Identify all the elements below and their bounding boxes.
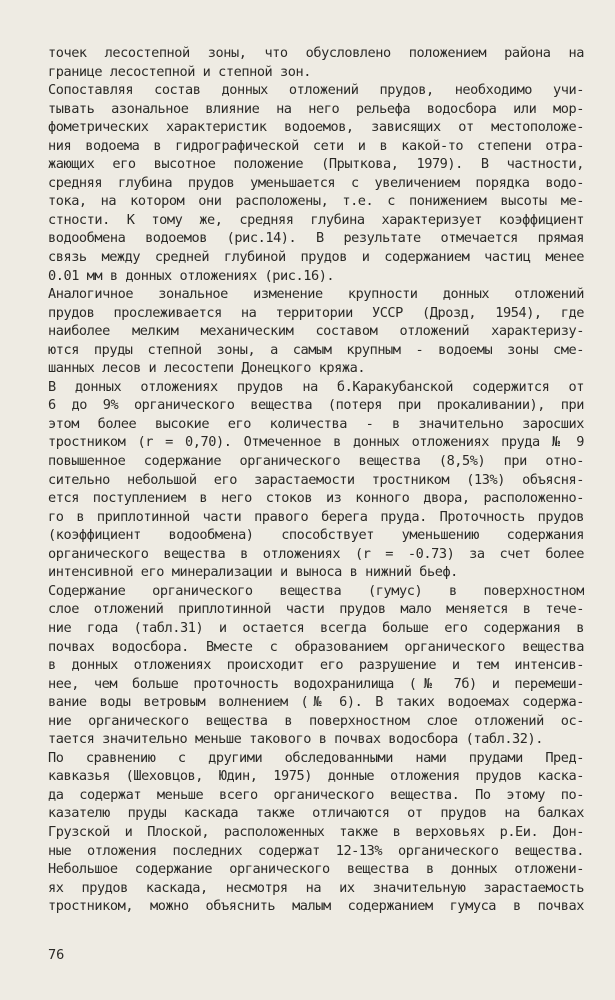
text-line: кавказья (Шеховцов, Юдин, 1975) донные отложения прудов каска- <box>48 768 584 785</box>
text-line: в донных отложениях происходит его разрушение и тем интенсив- <box>48 657 584 674</box>
paragraph-5 <box>48 582 584 749</box>
text-line: повышенное содержание органического вещества (8,5%) при отно- <box>48 453 584 470</box>
text-line: органического вещества в отложениях (r = -0.73) за счет более <box>48 545 584 562</box>
text-line: почвах водосбора. Вместе с образованием органического вещества <box>48 638 584 655</box>
text-line: Небольшое содержание органического вещества в донных отложени- <box>48 861 584 878</box>
text-line: 0.01 мм в донных отложениях (рис.16). <box>48 267 335 284</box>
text-line: По сравнению с другими обследованными нами прудами Пред- <box>48 749 584 766</box>
text-line: казателю пруды каскада также отличаются от прудов на балках <box>48 805 584 822</box>
text-line: 6 до 9% органического вещества (потеря при прокаливании), при <box>48 397 584 414</box>
text-line: границе лесостепной и степной зон. <box>48 63 311 80</box>
text-line: водообмена водоемов (рис.14). В результате отмечается прямая <box>48 230 584 247</box>
text-line: да содержат меньше всего органического вещества. По этому по- <box>48 786 584 803</box>
text-line: тывать азональное влияние на него рельефа водосбора или мор- <box>48 100 584 117</box>
text-line: наиболее мелким механическим составом отложений характеризу- <box>48 323 584 340</box>
body-text <box>48 44 584 916</box>
text-line: ях прудов каскада, несмотря на их значительную зарастаемость <box>48 879 584 896</box>
text-line: тока, на котором они расположены, т.е. с понижением высоты ме- <box>48 193 584 210</box>
text-line: ные отложения последних содержат 12-13% органического вещества. <box>48 842 584 859</box>
text-line: вание воды ветровым волнением (№ 6). В таких водоемах содержа- <box>48 694 584 711</box>
paragraph-3 <box>48 285 584 378</box>
text-line: прудов прослеживается на территории УССР (Дрозд, 1954), где <box>48 304 584 321</box>
paragraph-2 <box>48 81 584 285</box>
text-line: точек лесостепной зоны, что обусловлено положением района на <box>48 45 584 61</box>
text-line: тростником (r = 0,70). Отмеченное в донных отложениях пруда № 9 <box>48 434 584 451</box>
text-line: сительно небольшой его зарастаемости тростником (13%) объясня- <box>48 471 584 488</box>
text-line: ния водоема в гидрографической сети и в какой-то степени отра- <box>48 137 584 154</box>
text-line: фометрических характеристик водоемов, зависящих от местоположе- <box>48 119 584 136</box>
text-line: Содержание органического вещества (гумус) в поверхностном <box>48 582 584 599</box>
text-line: ние года (табл.31) и остается всегда больше его содержания в <box>48 619 584 636</box>
text-line: тростником, можно объяснить малым содержанием гумуса в почвах <box>48 898 584 915</box>
text-line: нее, чем больше проточность водохранилища (№ 7б) и перемеши- <box>48 675 584 692</box>
text-line: этом более высокие его количества - в значительно заросших <box>48 415 584 432</box>
text-line: Грузской и Плоской, расположенных также в верховьях р.Еи. Дон- <box>48 823 584 840</box>
text-line: го в приплотинной части правого берега пруда. Проточность прудов <box>48 508 584 525</box>
text-line: Сопоставляя состав донных отложений прудов, необходимо учи- <box>48 82 584 99</box>
paragraph-4 <box>48 378 584 582</box>
text-line: шанных лесов и лесостепи Донецкого кряжа. <box>48 360 366 377</box>
text-line: интенсивной его минерализации и выноса в нижний бьеф. <box>48 564 458 581</box>
text-line: Аналогичное зональное изменение крупности донных отложений <box>48 286 584 303</box>
text-line: ется поступлением в него стоков из конного двора, расположенно- <box>48 490 584 507</box>
text-line: средняя глубина прудов уменьшается с увеличением порядка водо- <box>48 174 584 191</box>
text-line: ние органического вещества в поверхностном слое отложений ос- <box>48 712 584 729</box>
text-line: связь между средней глубиной прудов и содержанием частиц менее <box>48 249 584 266</box>
text-line: слое отложений приплотинной части прудов мало меняется в тече- <box>48 601 584 618</box>
paragraph-6 <box>48 749 584 916</box>
text-line: ются пруды степной зоны, а самым крупным - водоемы зоны сме- <box>48 341 584 358</box>
paragraph-1 <box>48 44 584 81</box>
text-line: стности. К тому же, средняя глубина характеризует коэффициент <box>48 211 584 228</box>
page-number: 76 <box>48 947 65 963</box>
text-line: жающих его высотное положение (Прыткова, 1979). В частности, <box>48 156 584 173</box>
text-line: (коэффициент водообмена) способствует уменьшению содержания <box>48 527 584 544</box>
text-line: тается значительно меньше такового в почвах водосбора (табл.32). <box>48 731 543 748</box>
text-line: В донных отложениях прудов на б.Каракубанской содержится от <box>48 378 584 395</box>
